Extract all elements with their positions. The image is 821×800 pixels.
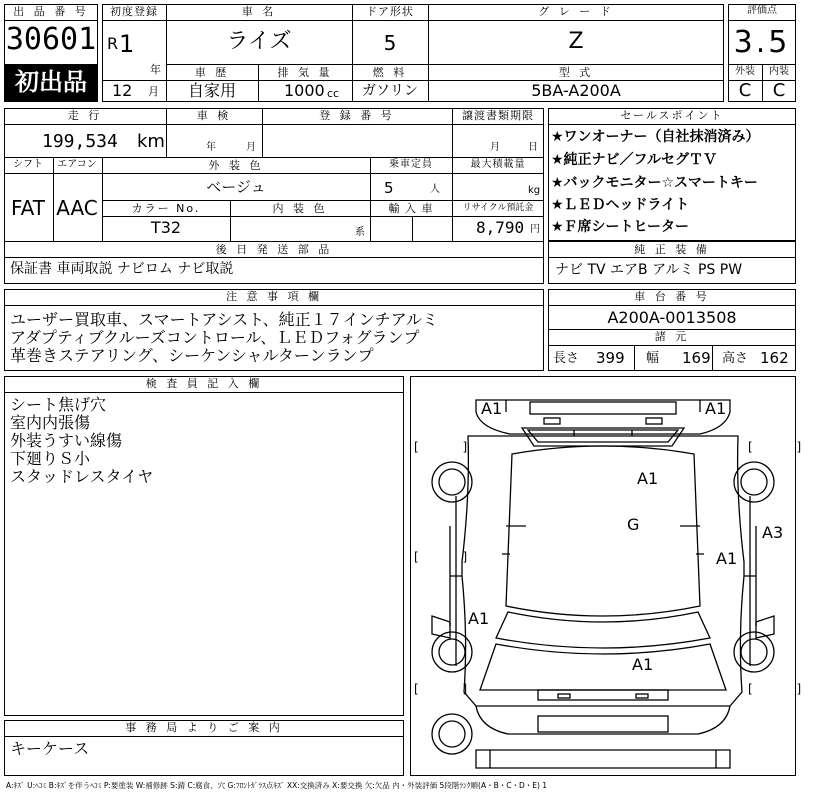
grade: Z [568, 29, 584, 54]
bracket-marker: [ ] [414, 440, 488, 454]
notes-label: 注 意 事 項 欄 [226, 290, 322, 303]
door-label: ドア形状 [366, 5, 414, 18]
int-color-label: 内 装 色 [272, 202, 328, 215]
doors: 5 [383, 31, 397, 55]
width-label: 幅 [646, 351, 660, 366]
displacement-label: 排 気 量 [277, 66, 333, 79]
selling-point: ★Ｆ席シートヒーター [551, 219, 689, 235]
inspector-line: 外装うすい線傷 [10, 431, 123, 450]
later-parts: 保証書 車両取説 ナビロム ナビ取説 [10, 261, 234, 277]
damage-mark: A1 [481, 399, 503, 418]
color-no: T32 [150, 218, 182, 237]
damage-mark: A3 [762, 523, 784, 542]
mileage: 199,534 [42, 131, 118, 152]
reg-month: 12 [112, 81, 133, 100]
max-load-unit: kg [528, 185, 541, 196]
max-load-label: 最大積載量 [470, 159, 526, 170]
damage-mark: A1 [705, 399, 727, 418]
standard-equipment-label: 純 正 装 備 [634, 243, 710, 256]
car-diagram [410, 376, 796, 776]
import-label: 輸 入 車 [388, 202, 434, 215]
selling-points-label: セールスポイント [620, 109, 724, 122]
office-note: キーケース [10, 739, 90, 758]
damage-mark: A1 [637, 469, 659, 488]
car-name: ライズ [226, 29, 292, 54]
capacity-unit: 人 [430, 184, 440, 195]
bracket-marker: [ ] [414, 550, 488, 564]
legend: A:ｷｽﾞ U:ﾍｺﾐ B:ｷｽﾞを伴うﾍｺﾐ P:要塗装 W:補修跡 S:錆 C:腐食、穴 G:ﾌﾛﾝﾄｶﾞﾗｽ点ｷｽﾞ XX:交換済み X:要交換 欠:欠品 内・外装評価 5段階ﾗﾝｸ順(A・B・C・D・E) 1 [6, 781, 548, 790]
ext-grade-label: 外装 [735, 66, 755, 77]
recycle-unit: 円 [530, 224, 540, 235]
car-name-label: 車 名 [241, 5, 277, 18]
selling-point: ★ＬＥＤヘッドライト [551, 197, 690, 213]
inspector-line: シート焦げ穴 [10, 395, 107, 414]
first-listing-text: 初出品 [15, 68, 87, 96]
selling-point: ★純正ナビ／フルセグＴＶ [551, 152, 717, 168]
office-label: 事 務 局 よ り ご 案 内 [125, 721, 283, 734]
doc-day-unit: 日 [528, 142, 538, 153]
int-grade: C [772, 80, 786, 101]
score-label: 評価点 [747, 5, 777, 16]
dims-label: 諸 元 [654, 330, 690, 343]
reg-year: 1 [119, 30, 135, 58]
width: 169 [682, 349, 711, 367]
doc-deadline-label: 譲渡書類期限 [462, 109, 534, 122]
reg-year-unit: 年 [150, 63, 161, 76]
later-parts-label: 後 日 発 送 部 品 [215, 243, 333, 256]
capacity: 5 [384, 179, 394, 197]
first-reg-label: 初度登録 [110, 5, 158, 18]
capacity-label: 乗車定員 [389, 159, 433, 170]
ext-grade: C [738, 80, 752, 101]
displacement-unit: cc [327, 87, 340, 100]
ac-label: エアコン [57, 159, 97, 170]
damage-mark: A1 [716, 549, 738, 568]
standard-equipment: ナビ TV エアB アルミ PS PW [555, 262, 743, 278]
note-line: ユーザー買取車、スマートアシスト、純正１７インチアルミ [10, 310, 439, 329]
ac: AAC [56, 196, 98, 220]
reg-month-unit: 月 [148, 85, 159, 98]
history-label: 車 歴 [194, 66, 230, 79]
displacement: 1000 [284, 81, 325, 100]
inspection-year-unit: 年 [206, 142, 216, 153]
inspector-line: 下廻りＳ小 [10, 449, 91, 468]
damage-mark: A1 [632, 655, 654, 674]
height-label: 高さ [722, 351, 749, 366]
color-no-label: カラー No. [131, 202, 201, 215]
doc-month-unit: 月 [490, 142, 500, 153]
inspector-line: スタッドレスタイヤ [10, 467, 154, 486]
length-label: 長さ [553, 351, 580, 366]
note-line: 革巻きステアリング、シーケンシャルターンランプ [10, 346, 374, 365]
inspector-label: 検 査 員 記 入 欄 [145, 377, 263, 390]
reg-no-label: 登 録 番 号 [319, 109, 395, 122]
height: 162 [760, 349, 789, 367]
length: 399 [596, 349, 625, 367]
bracket-marker: [ ] [748, 682, 821, 696]
shift: FAT [10, 196, 46, 220]
history: 自家用 [187, 81, 237, 100]
damage-mark: A1 [468, 609, 490, 628]
recycle: 8,790 [476, 218, 525, 237]
ext-color-label: 外 装 色 [208, 159, 264, 172]
model: 5BA-A200A [531, 81, 621, 100]
model-label: 型 式 [558, 66, 594, 79]
note-line: アダプティブクルーズコントロール、ＬＥＤフォグランプ [10, 328, 420, 347]
shift-label: シフト [13, 159, 43, 170]
fuel: ガソリン [362, 83, 418, 99]
mileage-label: 走 行 [67, 109, 103, 122]
int-grade-label: 内装 [769, 66, 789, 77]
inspection-month-unit: 月 [246, 142, 256, 153]
chassis-label: 車 台 番 号 [634, 290, 710, 303]
ext-color: ベージュ [206, 178, 266, 196]
inspection-label: 車 検 [196, 109, 232, 122]
damage-mark: G [627, 515, 640, 534]
chassis-number: A200A-0013508 [607, 308, 737, 327]
recycle-label: リサイクル預託金 [462, 203, 534, 213]
mileage-unit: km [137, 131, 165, 152]
selling-point: ★ワンオーナー（自社抹消済み） [551, 129, 760, 145]
bracket-marker: [ ] [748, 440, 821, 454]
grade-label: グ レ ー ド [538, 5, 614, 18]
selling-point: ★バックモニター☆スマートキー [551, 175, 758, 191]
int-color-unit: 系 [355, 227, 365, 238]
lot-label: 出 品 番 号 [13, 5, 89, 18]
era: R [107, 34, 119, 53]
score: 3.5 [733, 25, 791, 60]
lot-number: 30601 [5, 22, 97, 57]
inspector-line: 室内内張傷 [10, 413, 91, 432]
bracket-marker: [ ] [414, 682, 488, 696]
fuel-label: 燃 料 [372, 66, 408, 79]
